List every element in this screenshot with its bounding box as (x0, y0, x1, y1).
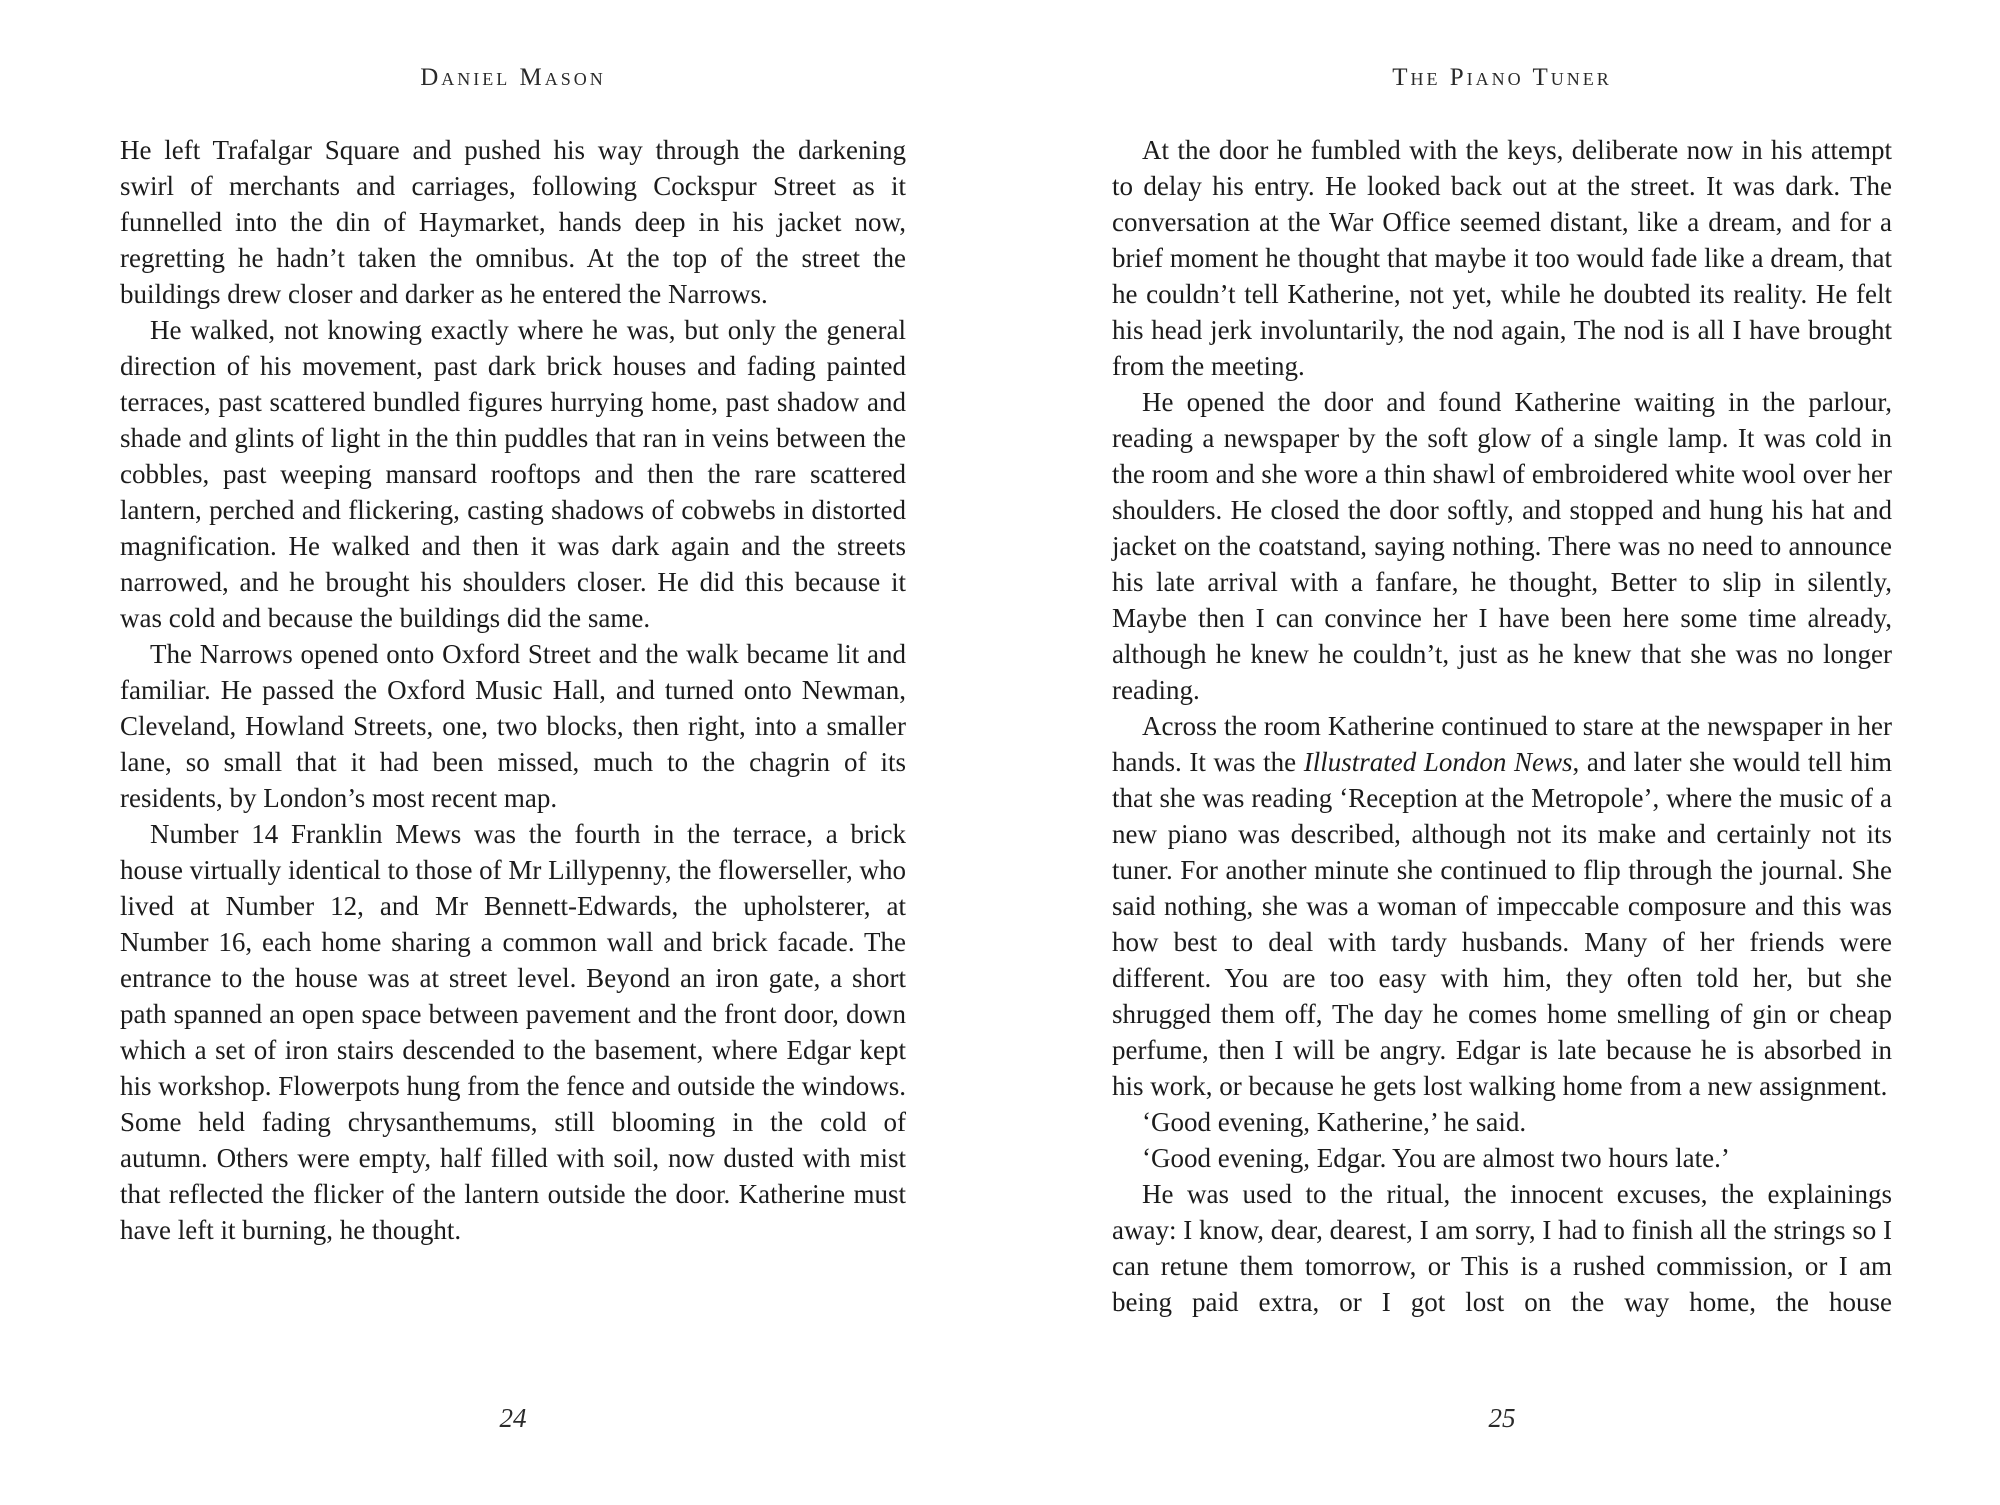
dialogue-line: ‘Good evening, Edgar. You are almost two hours late.’ (1142, 1143, 1730, 1173)
page-number: 24 (499, 1403, 527, 1433)
page-number: 25 (1488, 1403, 1516, 1433)
paragraph: He was used to the ritual, the innocent excuses, the explainings away: I know, dear, dearest, I am sorry, I had to finish all the strings so I can retune them tomorrow, or This is a rushed commission, or I am being paid extra, or I got lost on the way home, the house (1112, 1179, 1892, 1317)
right-page (1112, 0, 1892, 1505)
running-head-author: Daniel Mason (420, 64, 606, 91)
paragraph: He opened the door and found Katherine waiting in the parlour, reading a newspaper by the soft glow of a single lamp. It was cold in the room and she wore a thin shawl of embroidered white wool over her shoulders. He closed the door softly, and stopped and hung his hat and jacket on the coatstand, saying nothing. There was no need to announce his late arrival with a fanfare, he thought, Better to slip in silently, Maybe then I can convince her I have been here some time already, although he knew he couldn’t, just as he knew that she was no longer reading. (1112, 387, 1892, 705)
left-page-text (120, 132, 906, 1248)
paragraph-with-italic-title (1112, 708, 1892, 1104)
paragraph: The Narrows opened onto Oxford Street and the walk became lit and familiar. He passed the Oxford Music Hall, and turned onto Newman, Cleveland, Howland Streets, one, two blocks, then right, into a smaller lane, so small that it had been missed, much to the chagrin of its residents, by London’s most recent map. (120, 639, 906, 813)
paragraph: He left Trafalgar Square and pushed his way through the darkening swirl of merchants and carriages, following Cockspur Street as it funnelled into the din of Haymarket, hands deep in his jacket now, regretting he hadn’t taken the omnibus. At the top of the street the buildings drew closer and darker as he entered the Narrows. (120, 135, 906, 309)
paragraph: At the door he fumbled with the keys, deliberate now in his attempt to delay his entry. He looked back out at the street. It was dark. The conversation at the War Office seemed distant, like a dream, and for a brief moment he thought that maybe it too would fade like a dream, that he couldn’t tell Katherine, not yet, while he doubted its reality. He felt his head jerk involuntarily, the nod again, The nod is all I have brought from the meeting. (1112, 135, 1892, 381)
left-page (120, 0, 906, 1505)
paragraph: He walked, not knowing exactly where he was, but only the general direction of his movement, past dark brick houses and fading painted terraces, past scattered bundled figures hurrying home, past shadow and shade and glints of light in the thin puddles that ran in veins between the cobbles, past weeping mansard rooftops and then the rare scattered lantern, perched and flickering, casting shadows of cobwebs in distorted magnification. He walked and then it was dark again and the streets narrowed, and he brought his shoulders closer. He did this because it was cold and because the buildings did the same. (120, 315, 906, 633)
right-page-text (1112, 132, 1892, 1320)
text-run: , and later she would tell him that she was reading ‘Reception at the Metropole’, where the music of a new piano was described, although not its make and certainly not its tuner. For another minute she continued to flip through the journal. She said nothing, she was a woman of impeccable composure and this was how best to deal with tardy husbands. Many of her friends were different. You are too easy with him, they often told her, but she shrugged them off, The day he comes home smelling of gin or cheap perfume, then I will be angry. Edgar is late because he is absorbed in his work, or because he gets lost walking home from a new assignment. (1112, 747, 1892, 1101)
italic-newspaper-title: Illustrated London News (1303, 747, 1573, 777)
paragraph: Number 14 Franklin Mews was the fourth in the terrace, a brick house virtually identical to those of Mr Lillypenny, the flowerseller, who lived at Number 12, and Mr Bennett-Edwards, the upholsterer, at Number 16, each home sharing a common wall and brick facade. The entrance to the house was at street level. Beyond an iron gate, a short path spanned an open space between pavement and the front door, down which a set of iron stairs descended to the basement, where Edgar kept his workshop. Flowerpots hung from the fence and outside the windows. Some held fading chrysanthemums, still blooming in the cold of autumn. Others were empty, half filled with soil, now dusted with mist that reflected the flicker of the lantern outside the door. Katherine must have left it burning, he thought. (120, 819, 906, 1245)
running-head-title: The Piano Tuner (1392, 64, 1612, 91)
text-run: Across the room Katherine continued to stare at the newspaper in her hands. It was the (1112, 711, 1892, 777)
dialogue-line: ‘Good evening, Katherine,’ he said. (1142, 1107, 1527, 1137)
